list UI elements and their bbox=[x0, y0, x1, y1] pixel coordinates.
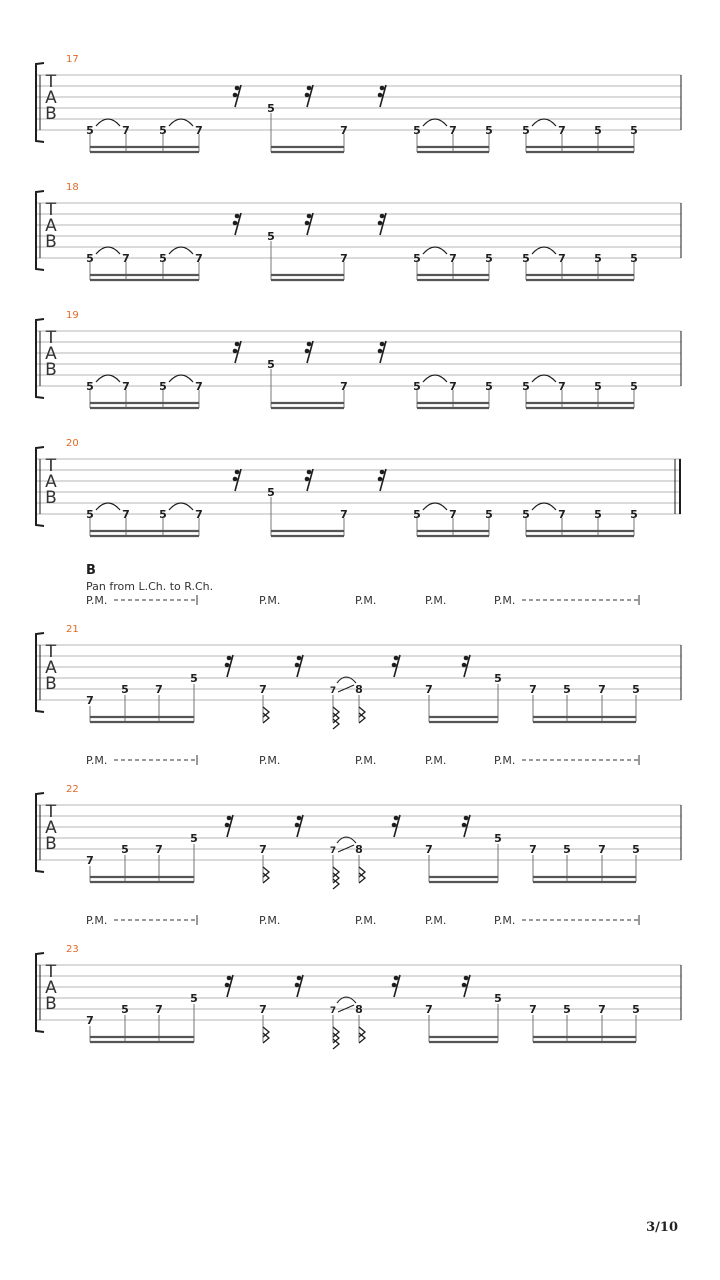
fret-number: 5 bbox=[413, 380, 421, 393]
fret-number: 7 bbox=[340, 380, 348, 393]
fret-number: 7 bbox=[449, 252, 457, 265]
section-instruction: Pan from L.Ch. to R.Ch. bbox=[86, 580, 214, 593]
fret-number: 7 bbox=[86, 854, 94, 867]
fret-number: 7 bbox=[155, 683, 163, 696]
tab-clef-icon: B bbox=[45, 232, 57, 252]
fret-number: 7 bbox=[449, 124, 457, 137]
fret-number: 7 bbox=[425, 843, 433, 856]
tie-slur bbox=[169, 247, 193, 254]
fret-number: 5 bbox=[630, 508, 638, 521]
tab-clef-icon: B bbox=[45, 488, 57, 508]
fret-number: 5 bbox=[494, 992, 502, 1005]
tab-system-23 bbox=[36, 914, 681, 1049]
fret-number: 5 bbox=[159, 508, 167, 521]
tie-slur bbox=[532, 247, 556, 254]
fret-number: 5 bbox=[413, 124, 421, 137]
fret-number: 5 bbox=[121, 1003, 129, 1016]
fret-number: 5 bbox=[86, 380, 94, 393]
tab-system-22 bbox=[36, 754, 681, 889]
measure-number: 22 bbox=[66, 784, 79, 795]
fret-number: 5 bbox=[190, 672, 198, 685]
fret-number: 8 bbox=[355, 683, 363, 696]
fret-number: 5 bbox=[563, 683, 571, 696]
palm-mute-label: P.M. bbox=[259, 754, 281, 767]
fret-number: 7 bbox=[425, 683, 433, 696]
palm-mute-label: P.M. bbox=[355, 914, 377, 927]
fret-number: 7 bbox=[598, 1003, 606, 1016]
tie-slur bbox=[423, 375, 447, 382]
tie-slur bbox=[532, 119, 556, 126]
palm-mute-label: P.M. bbox=[259, 914, 281, 927]
palm-mute-label: P.M. bbox=[86, 754, 108, 767]
tab-clef-icon: T bbox=[45, 200, 57, 220]
fret-number: 7 bbox=[425, 1003, 433, 1016]
tab-clef-icon: T bbox=[45, 802, 57, 822]
fret-number: 7 bbox=[449, 380, 457, 393]
tie-slur bbox=[96, 375, 120, 382]
fret-number: 7 bbox=[259, 843, 267, 856]
measure-number: 17 bbox=[66, 54, 79, 65]
tie-slur bbox=[423, 503, 447, 510]
fret-number: 7 bbox=[449, 508, 457, 521]
tab-clef-icon: A bbox=[45, 344, 57, 364]
fret-number: 5 bbox=[563, 1003, 571, 1016]
fret-number: 7 bbox=[86, 1014, 94, 1027]
fret-number: 7 bbox=[598, 843, 606, 856]
tab-clef-icon: B bbox=[45, 104, 57, 124]
fret-number: 7 bbox=[598, 683, 606, 696]
palm-mute-label: P.M. bbox=[259, 594, 281, 607]
tie-slur bbox=[532, 375, 556, 382]
fret-number: 7 bbox=[558, 124, 566, 137]
fret-number: 7 bbox=[195, 508, 203, 521]
fret-number: 5 bbox=[630, 380, 638, 393]
fret-number: 5 bbox=[522, 124, 530, 137]
fret-number: 5 bbox=[86, 252, 94, 265]
tab-system-19 bbox=[36, 310, 681, 408]
fret-number: 5 bbox=[190, 992, 198, 1005]
fret-number: 5 bbox=[159, 252, 167, 265]
fret-number: 5 bbox=[86, 124, 94, 137]
tie-slur bbox=[96, 247, 120, 254]
measure-number: 23 bbox=[66, 944, 79, 955]
fret-number: 5 bbox=[485, 252, 493, 265]
measure-number: 20 bbox=[66, 438, 79, 449]
fret-number: 7 bbox=[122, 508, 130, 521]
tie-slur bbox=[169, 375, 193, 382]
page-number: 3/10 bbox=[646, 1220, 678, 1235]
tab-clef-icon: B bbox=[45, 994, 57, 1014]
fret-number: 5 bbox=[632, 683, 640, 696]
tab-system-17 bbox=[36, 54, 681, 152]
fret-number: 7 bbox=[340, 508, 348, 521]
fret-number: 5 bbox=[594, 508, 602, 521]
fret-number: 7 bbox=[529, 683, 537, 696]
fret-number: 5 bbox=[632, 843, 640, 856]
section-label: B bbox=[86, 563, 96, 578]
fret-number: 5 bbox=[121, 843, 129, 856]
tab-clef-icon: T bbox=[45, 72, 57, 92]
tab-clef-icon: B bbox=[45, 834, 57, 854]
fret-number: 5 bbox=[594, 252, 602, 265]
palm-mute-label: P.M. bbox=[494, 754, 516, 767]
fret-number: 5 bbox=[494, 832, 502, 845]
tab-clef-icon: A bbox=[45, 472, 57, 492]
fret-number: 5 bbox=[522, 252, 530, 265]
tab-clef-icon: A bbox=[45, 818, 57, 838]
fret-number: 7 bbox=[259, 683, 267, 696]
fret-number: 5 bbox=[86, 508, 94, 521]
fret-number: 5 bbox=[594, 124, 602, 137]
palm-mute-label: P.M. bbox=[355, 594, 377, 607]
palm-mute-label: P.M. bbox=[494, 914, 516, 927]
tab-clef-icon: A bbox=[45, 216, 57, 236]
fret-number: 5 bbox=[522, 508, 530, 521]
fret-number: 5 bbox=[159, 124, 167, 137]
palm-mute-label: P.M. bbox=[86, 914, 108, 927]
fret-number: 5 bbox=[632, 1003, 640, 1016]
tab-system-20 bbox=[36, 438, 681, 536]
fret-number: 5 bbox=[267, 230, 275, 243]
fret-number: 5 bbox=[630, 252, 638, 265]
fret-number: 8 bbox=[355, 1003, 363, 1016]
tab-clef-icon: B bbox=[45, 360, 57, 380]
fret-number: 5 bbox=[522, 380, 530, 393]
fret-number: 7 bbox=[558, 508, 566, 521]
tab-clef-icon: T bbox=[45, 456, 57, 476]
fret-number: 7 bbox=[558, 380, 566, 393]
tie-slur bbox=[169, 503, 193, 510]
palm-mute-label: P.M. bbox=[425, 914, 447, 927]
fret-number: 7 bbox=[529, 843, 537, 856]
palm-mute-label: P.M. bbox=[425, 594, 447, 607]
fret-number: 8 bbox=[355, 843, 363, 856]
tie-slur bbox=[532, 503, 556, 510]
tab-system-18 bbox=[36, 182, 681, 280]
fret-number: 7 bbox=[86, 694, 94, 707]
fret-number: 7 bbox=[195, 380, 203, 393]
fret-number: 5 bbox=[413, 508, 421, 521]
fret-number: 5 bbox=[267, 358, 275, 371]
tab-clef-icon: B bbox=[45, 674, 57, 694]
fret-number: 7 bbox=[329, 1006, 337, 1016]
palm-mute-label: P.M. bbox=[494, 594, 516, 607]
fret-number: 7 bbox=[155, 843, 163, 856]
fret-number: 7 bbox=[195, 252, 203, 265]
fret-number: 5 bbox=[485, 124, 493, 137]
fret-number: 5 bbox=[563, 843, 571, 856]
fret-number: 7 bbox=[155, 1003, 163, 1016]
palm-mute-label: P.M. bbox=[425, 754, 447, 767]
tie-slur bbox=[423, 247, 447, 254]
tab-clef-icon: T bbox=[45, 642, 57, 662]
fret-number: 7 bbox=[340, 124, 348, 137]
fret-number: 5 bbox=[267, 486, 275, 499]
fret-number: 5 bbox=[485, 380, 493, 393]
fret-number: 7 bbox=[340, 252, 348, 265]
fret-number: 5 bbox=[159, 380, 167, 393]
fret-number: 5 bbox=[413, 252, 421, 265]
tab-clef-icon: T bbox=[45, 328, 57, 348]
fret-number: 7 bbox=[329, 686, 337, 696]
tab-clef-icon: A bbox=[45, 978, 57, 998]
measure-number: 19 bbox=[66, 310, 79, 321]
tie-slur bbox=[423, 119, 447, 126]
fret-number: 7 bbox=[122, 124, 130, 137]
measure-number: 18 bbox=[66, 182, 79, 193]
fret-number: 5 bbox=[485, 508, 493, 521]
fret-number: 7 bbox=[122, 252, 130, 265]
tie-slur bbox=[169, 119, 193, 126]
tab-clef-icon: A bbox=[45, 88, 57, 108]
palm-mute-label: P.M. bbox=[86, 594, 108, 607]
tab-clef-icon: A bbox=[45, 658, 57, 678]
fret-number: 7 bbox=[529, 1003, 537, 1016]
tie-slur bbox=[96, 503, 120, 510]
fret-number: 5 bbox=[267, 102, 275, 115]
palm-mute-label: P.M. bbox=[355, 754, 377, 767]
fret-number: 7 bbox=[329, 846, 337, 856]
fret-number: 5 bbox=[494, 672, 502, 685]
fret-number: 5 bbox=[121, 683, 129, 696]
measure-number: 21 bbox=[66, 624, 79, 635]
tab-clef-icon: T bbox=[45, 962, 57, 982]
fret-number: 5 bbox=[190, 832, 198, 845]
fret-number: 7 bbox=[195, 124, 203, 137]
fret-number: 7 bbox=[558, 252, 566, 265]
fret-number: 5 bbox=[630, 124, 638, 137]
fret-number: 7 bbox=[259, 1003, 267, 1016]
fret-number: 5 bbox=[594, 380, 602, 393]
fret-number: 7 bbox=[122, 380, 130, 393]
tie-slur bbox=[96, 119, 120, 126]
tab-system-21 bbox=[36, 563, 681, 729]
